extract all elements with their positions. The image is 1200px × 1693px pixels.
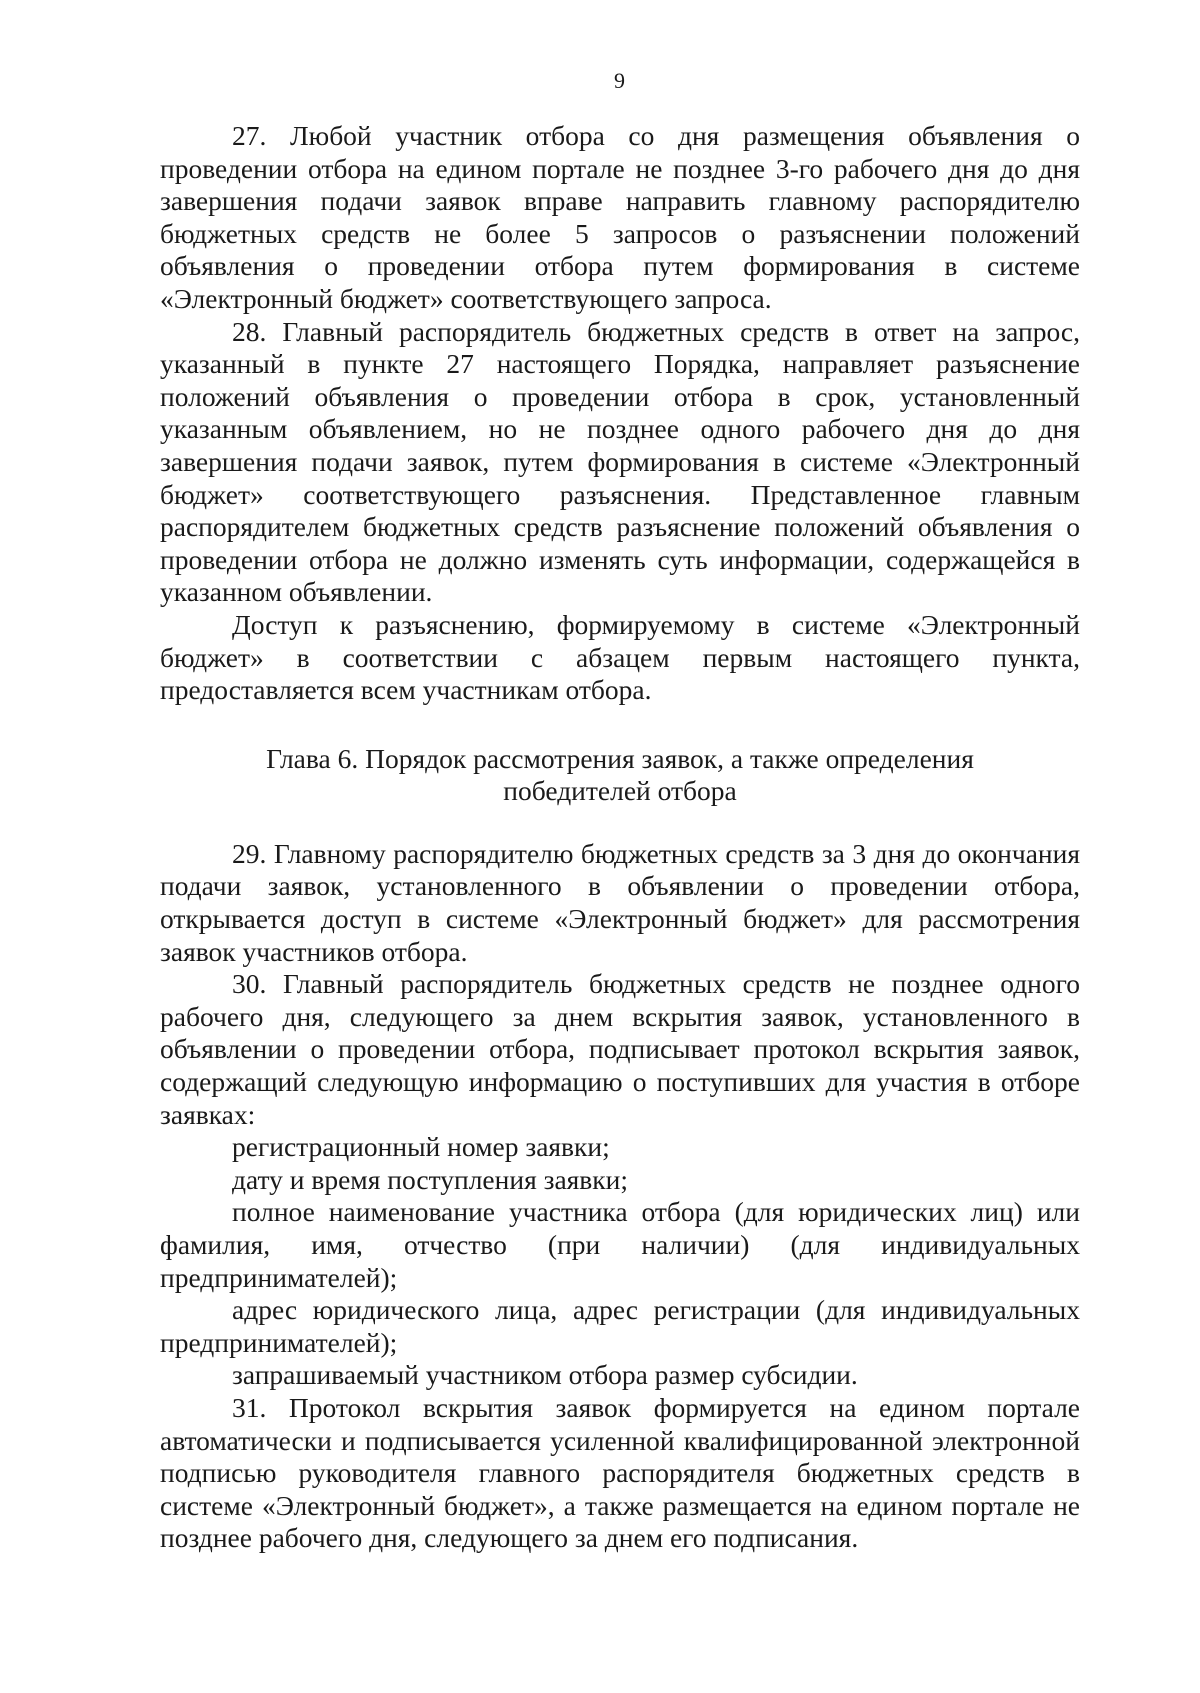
paragraph-29: 29. Главному распорядителю бюджетных средств за 3 дня до окончания подачи заявок, установленного в объявлении о проведении отбора, открывается доступ в системе «Электронный бюджет» для рассмотрения заявок участников отбора.	[160, 837, 1080, 967]
list-item-subsidy-amount: запрашиваемый участником отбора размер субсидии.	[232, 1359, 858, 1391]
chapter-title-line-1: Глава 6. Порядок рассмотрения заявок, а также определения	[266, 742, 974, 774]
chapter-title-line-2: победителей отбора	[503, 775, 737, 807]
paragraph-31: 31. Протокол вскрытия заявок формируется на едином портале автоматически и подписывается усиленной квалифицированной электронной подписью руководителя главного распорядителя бюджетных средств в системе «Электронный бюджет», а также размещается на едином портале не позднее рабочего дня, следующего за днем его подписания.	[160, 1391, 1080, 1554]
paragraph-28: 28. Главный распорядитель бюджетных средств в ответ на запрос, указанный в пункте 27 настоящего Порядка, направляет разъяснение положений объявления о проведении отбора в срок, установленный указанным объявлением, но не позднее одного рабочего дня до дня завершения подачи заявок, путем формирования в системе «Электронный бюджет» соответствующего разъяснения. Представленное главным распорядителем бюджетных средств разъяснение положений объявления о проведении отбора не должно изменять суть информации, содержащейся в указанном объявлении.	[160, 315, 1080, 608]
paragraph-30: 30. Главный распорядитель бюджетных средств не позднее одного рабочего дня, следующего за днем вскрытия заявок, установленного в объявлении о проведении отбора, подписывает протокол вскрытия заявок, содержащий следующую информацию о поступивших для участия в отборе заявках:	[160, 968, 1080, 1130]
list-item-date-time: дату и время поступления заявки;	[232, 1163, 629, 1195]
paragraph-27: 27. Любой участник отбора со дня размещения объявления о проведении отбора на едином портале не позднее 3-го рабочего дня до дня завершения подачи заявок вправе направить главному распорядителю бюджетных средств не более 5 запросов о разъяснении положений объявления о проведении отбора путем формирования в системе «Электронный бюджет» соответствующего запроса.	[160, 120, 1080, 314]
list-item-participant-name: полное наименование участника отбора (для юридических лиц) или фамилия, имя, отчество (при наличии) (для индивидуальных предпринимателей);	[160, 1196, 1080, 1293]
document-body	[160, 120, 1080, 1555]
list-item-registration-number: регистрационный номер заявки;	[232, 1131, 610, 1163]
list-item-address: адрес юридического лица, адрес регистрации (для индивидуальных предпринимателей);	[160, 1294, 1080, 1358]
paragraph-28-access: Доступ к разъяснению, формируемому в системе «Электронный бюджет» в соответствии с абзацем первым настоящего пункта, предоставляется всем участникам отбора.	[160, 608, 1080, 706]
chapter-heading	[160, 743, 1080, 808]
page-number: 9	[614, 68, 625, 93]
